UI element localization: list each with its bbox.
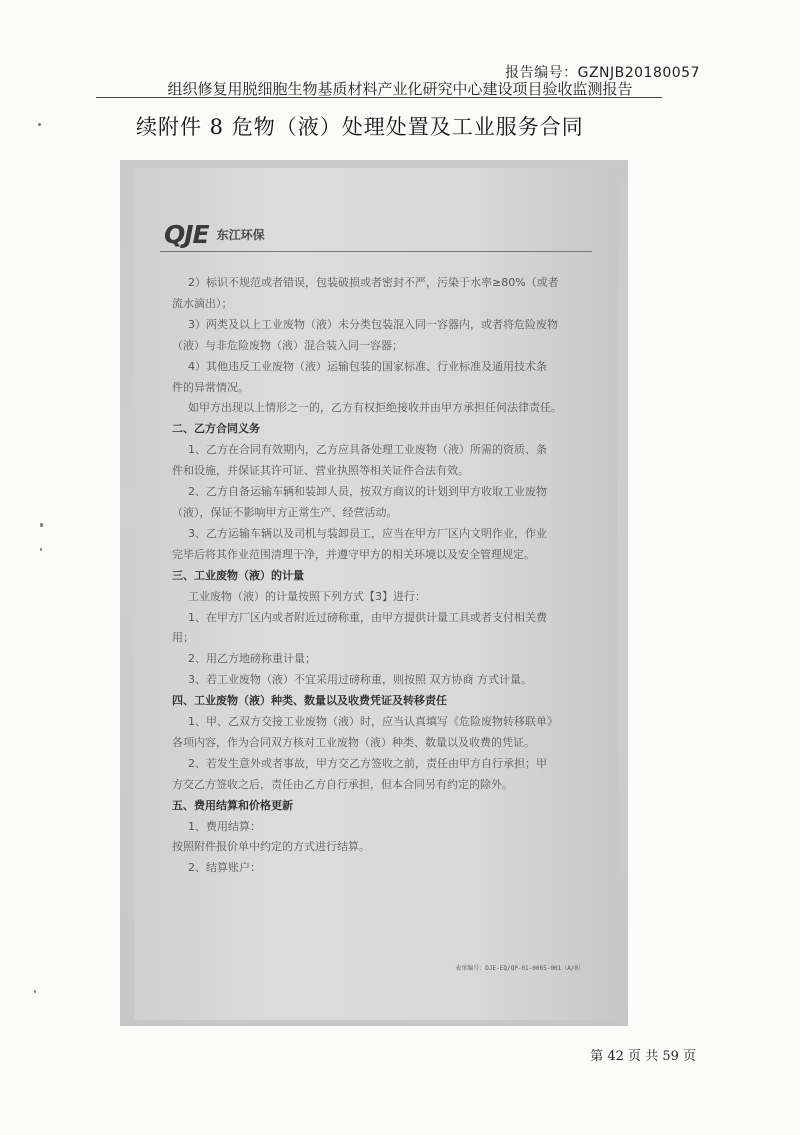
contract-line: （液），保证不影响甲方正常生产、经营活动。 <box>172 505 398 519</box>
scan-speck <box>40 523 43 527</box>
company-logo <box>164 220 265 249</box>
contract-line: 件的异常情况。 <box>172 380 249 394</box>
contract-line: 完毕后将其作业范围清理干净，并遵守甲方的相关环境以及安全管理规定。 <box>172 547 535 561</box>
contract-line: 流水滴出）； <box>172 296 233 310</box>
contract-line: 用； <box>172 631 194 645</box>
contract-line: 按照附件报价单中约定的方式进行结算。 <box>172 840 370 854</box>
contract-line: 件和设施，并保证其许可证、营业执照等相关证件合法有效。 <box>172 464 469 478</box>
contract-line: 3、乙方运输车辆以及司机与装卸员工，应当在甲方厂区内文明作业，作业 <box>188 526 547 540</box>
contract-line: 工业废物（液）的计量按照下列方式【3】进行： <box>188 589 426 603</box>
contract-line: 2、乙方自备运输车辆和装卸人员，按双方商议的计划到甲方收取工业废物 <box>188 485 547 499</box>
attachment-title: 续附件 8 危物（液）处理处置及工业服务合同 <box>136 115 584 139</box>
section-heading: 五、费用结算和价格更新 <box>172 798 293 812</box>
page-number: 第 42 页 共 59 页 <box>590 1049 696 1064</box>
logo-mark: QJE <box>164 220 209 249</box>
logo-rule <box>160 251 592 252</box>
section-heading: 四、工业废物（液）种类、数量以及收费凭证及转移责任 <box>172 694 447 708</box>
contract-line: 1、在甲方厂区内或者附近过磅称重，由甲方提供计量工具或者支付相关费 <box>188 610 547 624</box>
contract-line: 方交乙方签收之后，责任由乙方自行承担，但本合同另有约定的除外。 <box>172 777 513 791</box>
scanned-contract-page <box>120 160 628 1026</box>
contract-line: 3、若工业废物（液）不宜采用过磅称重，则按照 双方协商 方式计量。 <box>188 673 532 687</box>
contract-line: 1、费用结算： <box>188 819 261 833</box>
contract-line: 1、甲、乙双方交接工业废物（液）时，应当认真填写《危险废物转移联单》 <box>188 715 558 729</box>
logo-text <box>217 226 265 243</box>
contract-line: 3）两类及以上工业废物（液）未分类包装混入同一容器内，或者将危险废物 <box>188 317 558 331</box>
contract-body-text <box>172 273 598 879</box>
contract-line: 2、用乙方地磅称重计量； <box>188 652 316 666</box>
contract-line: 1、乙方在合同有效期内，乙方应具备处理工业废物（液）所需的资质、条 <box>188 443 547 457</box>
logo-company-name: 东江环保 <box>216 228 265 242</box>
header-rule <box>96 97 662 98</box>
section-heading: 三、工业废物（液）的计量 <box>172 568 304 582</box>
scan-speck <box>38 123 41 126</box>
form-code: 表单编号：DJE-EQ/QP-01-0065-001（A/0） <box>455 965 584 972</box>
report-header-title: 组织修复用脱细胞生物基质材料产业化研究中心建设项目验收监测报告 <box>167 80 633 98</box>
section-heading: 二、乙方合同义务 <box>172 422 260 436</box>
contract-line: （液）与非危险废物（液）混合装入同一容器； <box>172 338 403 352</box>
scan-speck <box>34 990 36 993</box>
scan-speck <box>40 548 42 551</box>
contract-line: 4）其他违反工业废物（液）运输包装的国家标准、行业标准及通用技术条 <box>188 359 547 373</box>
contract-line: 2、结算账户： <box>188 861 261 875</box>
contract-line: 各项内容，作为合同双方核对工业废物（液）种类、数量以及收费的凭证。 <box>172 735 535 749</box>
contract-line: 2、若发生意外或者事故，甲方交乙方签收之前，责任由甲方自行承担；甲 <box>188 756 547 770</box>
contract-line: 如甲方出现以上情形之一的，乙方有权拒绝接收并由甲方承担任何法律责任。 <box>188 401 562 415</box>
report-number: 报告编号：GZNJB20180057 <box>505 65 700 81</box>
scan-paper <box>134 168 618 1020</box>
contract-line: 2）标识不规范或者错误，包装破损或者密封不严，污染于水率≥80%（或者 <box>188 276 559 289</box>
